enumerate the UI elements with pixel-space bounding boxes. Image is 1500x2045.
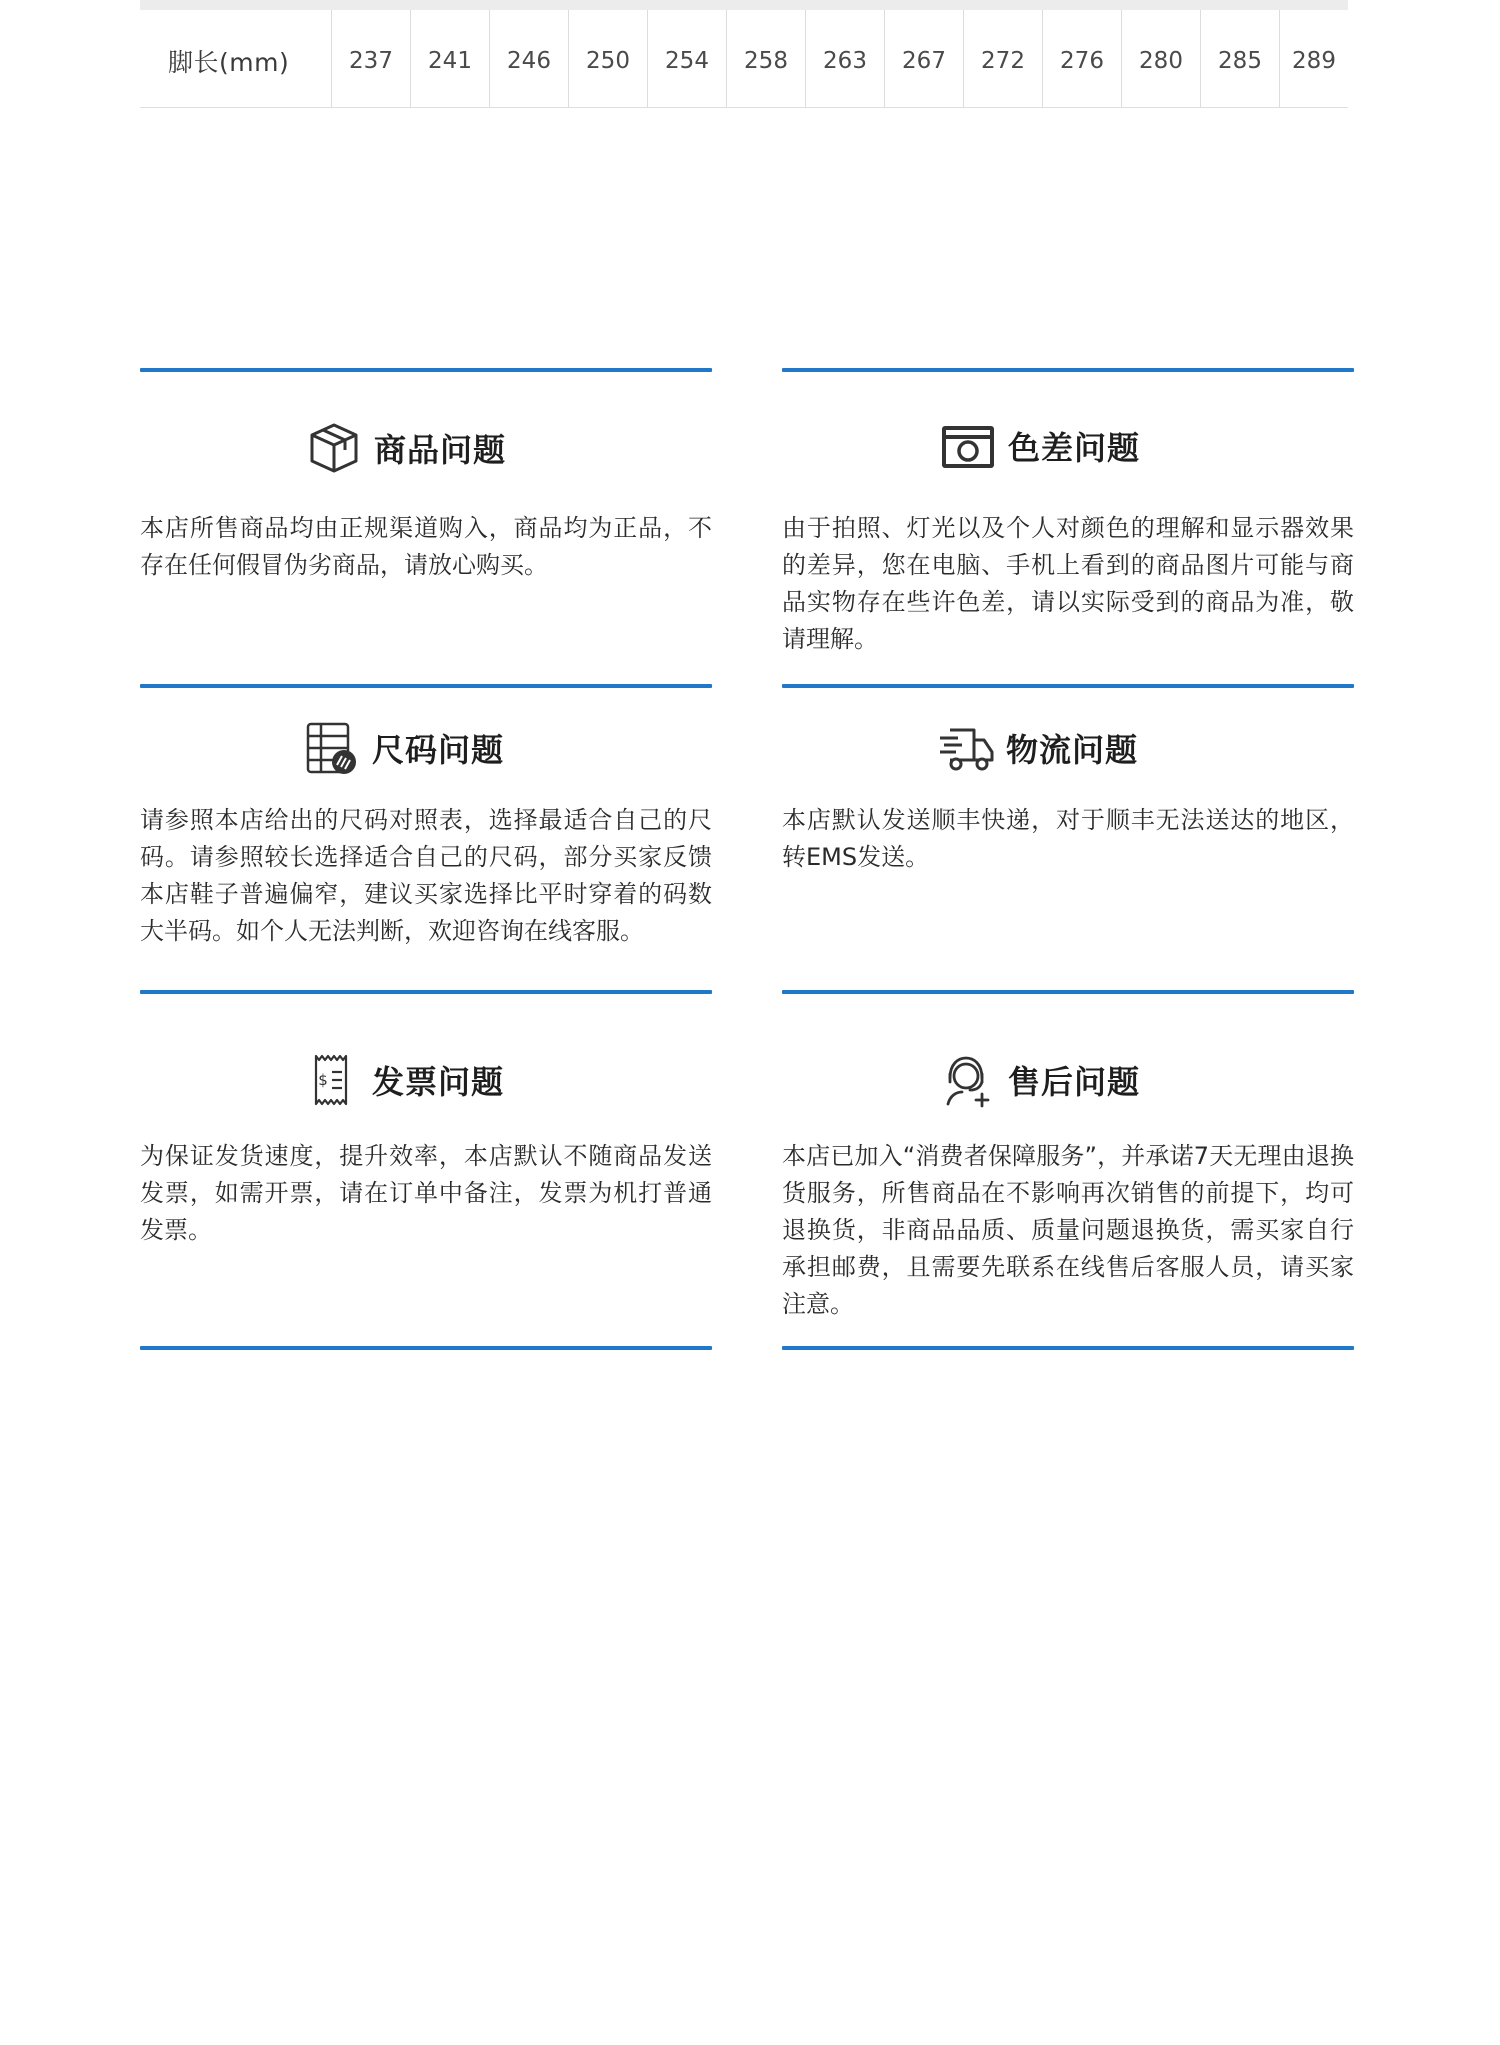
faq-logistics-text: 本店默认发送顺丰快递，对于顺丰无法送达的地区，转EMS发送。: [782, 806, 1354, 871]
size-value: 280: [1139, 48, 1183, 74]
size-value: 267: [902, 48, 946, 74]
customer-service-icon: [940, 1052, 996, 1108]
table-bottom-rule: [140, 107, 1348, 108]
size-cell: [1042, 10, 1121, 107]
svg-text:$: $: [318, 1071, 328, 1089]
size-cell: [568, 10, 647, 107]
table-header-band: [140, 0, 1348, 10]
faq-size-text: 请参照本店给出的尺码对照表，选择最适合自己的尺码。请参照较长选择适合自己的尺码，部分买家反馈本店鞋子普遍偏窄，建议买家选择比平时穿着的码数大半码。如个人无法判断，欢迎咨询在线客服。: [140, 806, 712, 945]
faq-color-text: 由于拍照、灯光以及个人对颜色的理解和显示器效果的差异，您在电脑、手机上看到的商品图片可能与商品实物存在些许色差，请以实际受到的商品为准，敬请理解。: [782, 514, 1354, 653]
faq-color-title: 色差问题: [1008, 429, 1141, 467]
faq-size-heading: [304, 720, 504, 776]
size-value: 258: [744, 48, 788, 74]
size-value: 285: [1218, 48, 1262, 74]
faq-size: [140, 688, 712, 990]
faq-logistics-heading: [938, 720, 1138, 776]
size-cell: [963, 10, 1042, 107]
faq-aftersale-heading: [940, 1052, 1140, 1108]
size-value: 272: [981, 48, 1025, 74]
size-cell: [489, 10, 568, 107]
faq-invoice-text: 为保证发货速度，提升效率，本店默认不随商品发送发票，如需开票，请在订单中备注，发票为机打普通发票。: [140, 1142, 712, 1244]
faq-product: [140, 372, 712, 684]
size-cell: [1200, 10, 1279, 107]
faq-color-heading: [940, 418, 1140, 474]
foot-length-label: 脚长(mm): [168, 48, 290, 77]
faq-product-heading: [306, 420, 506, 476]
size-value: 276: [1060, 48, 1104, 74]
size-value: 237: [349, 48, 393, 74]
faq-product-text: 本店所售商品均由正规渠道购入，商品均为正品，不存在任何假冒伪劣商品，请放心购买。: [140, 514, 712, 579]
size-value: 250: [586, 48, 630, 74]
size-cell: [726, 10, 805, 107]
size-cell: [805, 10, 884, 107]
box-icon: [306, 420, 362, 476]
faq-logistics-title: 物流问题: [1006, 731, 1139, 769]
size-value: 246: [507, 48, 551, 74]
faq-aftersale-text: 本店已加入“消费者保障服务”，并承诺7天无理由退换货服务，所售商品在不影响再次销售的前提下，均可退换货，非商品品质、质量问题退换货，需买家自行承担邮费，且需要先联系在线售后客服人员，请买家注意。: [782, 1142, 1354, 1318]
size-value: 289: [1292, 48, 1336, 74]
faq-invoice-title: 发票问题: [372, 1063, 505, 1101]
receipt-icon: [304, 1052, 360, 1108]
delivery-truck-icon: [938, 720, 994, 776]
divider-rule: [782, 1346, 1354, 1350]
faq-aftersale: [782, 994, 1354, 1346]
camera-icon: [940, 418, 996, 474]
size-value: 241: [428, 48, 472, 74]
size-value: 254: [665, 48, 709, 74]
size-cell: [1121, 10, 1200, 107]
size-cell: [647, 10, 726, 107]
faq-size-title: 尺码问题: [372, 731, 505, 769]
size-cell: [1279, 10, 1348, 107]
faq-invoice: [140, 994, 712, 1346]
size-table: [140, 0, 1348, 108]
size-cell: [331, 10, 410, 107]
faq-aftersale-title: 售后问题: [1008, 1063, 1141, 1101]
size-chart-icon: [304, 720, 360, 776]
faq-invoice-heading: [304, 1052, 504, 1108]
faq-color: [782, 372, 1354, 684]
size-cell: [884, 10, 963, 107]
faq-logistics: [782, 688, 1354, 990]
size-cell: [410, 10, 489, 107]
divider-rule: [140, 1346, 712, 1350]
faq-product-title: 商品问题: [374, 431, 507, 469]
size-value: 263: [823, 48, 867, 74]
